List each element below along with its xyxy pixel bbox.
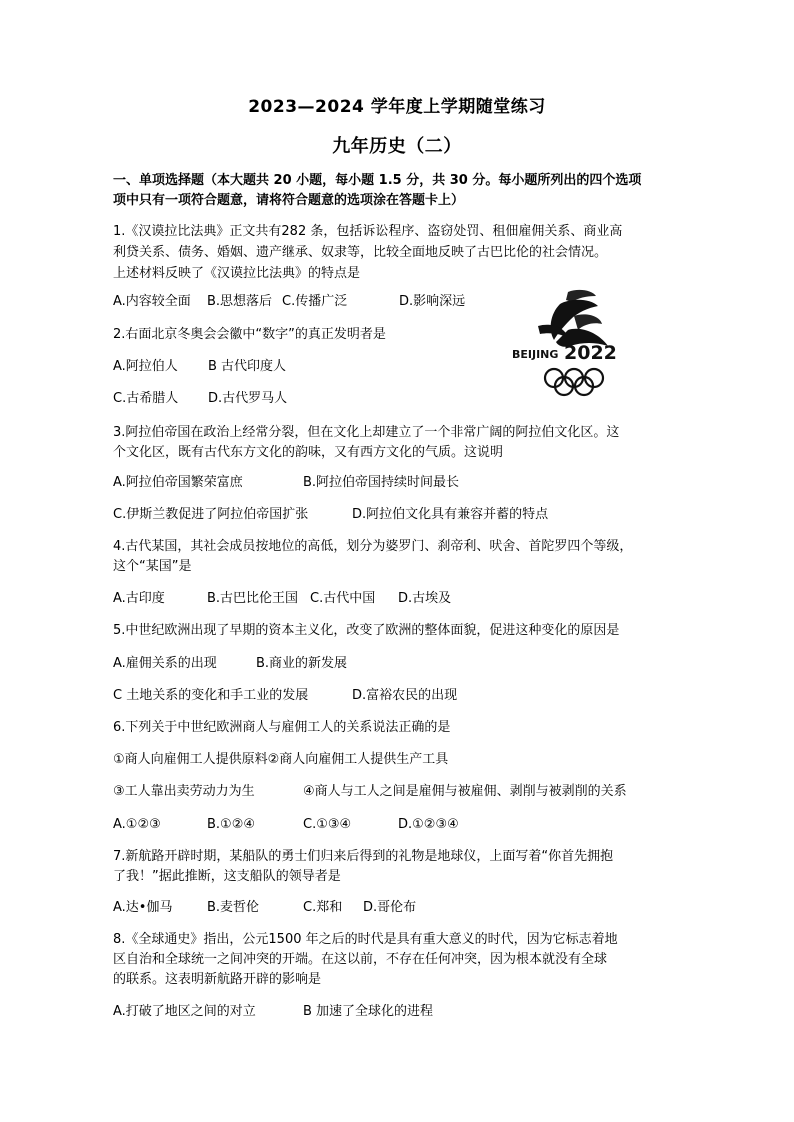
q4-option-b: B.古巴比伦王国: [207, 591, 299, 606]
q3-option-b: B.阿拉伯帝国持续时间最长: [303, 475, 460, 490]
q8-stem-line3: 的联系。这表明新航路开辟的影响是: [113, 972, 322, 987]
q6-option-b: B.①②④: [207, 817, 256, 832]
q4-stem-line2: 这个“某国”是: [113, 559, 192, 574]
q6-stem: 6.下列关于中世纪欧洲商人与雇佣工人的关系说法正确的是: [113, 720, 451, 735]
winter-olympics-emblem-icon: [508, 286, 638, 398]
q4-option-a: A.古印度: [113, 591, 165, 606]
q3-stem-line2: 个文化区，既有古代东方文化的韵味，又有西方文化的气质。这说明: [113, 445, 504, 460]
q1-stem-line3: 上述材料反映了《汉谟拉比法典》的特点是: [113, 266, 361, 281]
q8-stem-line1: 8.《全球通史》指出，公元1500 年之后的时代是具有重大意义的时代，因为它标志着地: [113, 932, 618, 947]
q8-stem-line2: 区自治和全球统一之间冲突的开端。在这以前，不存在任何冲突，因为根本就没有全球: [113, 952, 608, 967]
q6-statement-4: ④商人与工人之间是雇佣与被雇佣、剥削与被剥削的关系: [303, 784, 627, 799]
q1-stem-line2: 利贷关系、债务、婚姻、遗产继承、奴隶等，比较全面地反映了古巴比伦的社会情况。: [113, 245, 608, 260]
q1-stem-line1: 1.《汉谟拉比法典》正文共有282 条，包括诉讼程序、盗窃处罚、租佃雇佣关系、商业高: [113, 224, 623, 239]
q1-option-b: B.思想落后: [207, 294, 273, 309]
q2-option-d: D.古代罗马人: [208, 391, 288, 406]
q6-option-c: C.①③④: [303, 817, 352, 832]
q1-option-c: C.传播广泛: [282, 294, 348, 309]
q5-option-b: B.商业的新发展: [256, 656, 348, 671]
q7-stem-line2: 了我！”据此推断，这支船队的领导者是: [113, 869, 341, 884]
q8-option-a: A.打破了地区之间的对立: [113, 1004, 256, 1019]
logo-year: 2022: [564, 342, 617, 364]
q7-option-c: C.郑和: [303, 900, 343, 915]
q6-statements-1-2: ①商人向雇佣工人提供原料②商人向雇佣工人提供生产工具: [113, 752, 449, 767]
q3-stem-line1: 3.阿拉伯帝国在政治上经常分裂，但在文化上却建立了一个非常广阔的阿拉伯文化区。这: [113, 425, 620, 440]
olympic-rings-icon: [545, 369, 603, 395]
q3-option-d: D.阿拉伯文化具有兼容并蓄的特点: [352, 507, 549, 522]
q1-option-d: D.影响深远: [399, 294, 466, 309]
q5-stem: 5.中世纪欧洲出现了早期的资本主义化，改变了欧洲的整体面貌，促进这种变化的原因是: [113, 623, 620, 638]
logo-text: BEIJING: [512, 348, 559, 361]
exam-title: 2023—2024 学年度上学期随堂练习: [248, 97, 546, 117]
q4-option-c: C.古代中国: [310, 591, 376, 606]
q4-stem-line1: 4.古代某国，其社会成员按地位的高低，划分为婆罗门、刹帝利、吠舍、首陀罗四个等级，: [113, 539, 633, 554]
q2-option-c: C.古希腊人: [113, 391, 179, 406]
q1-option-a: A.内容较全面: [113, 294, 191, 309]
section-instructions-line1: 一、单项选择题（本大题共 20 小题，每小题 1.5 分，共 30 分。每小题所列出的四个选项: [113, 173, 642, 188]
q6-option-a: A.①②③: [113, 817, 161, 832]
q2-option-a: A.阿拉伯人: [113, 359, 178, 374]
q3-option-c: C.伊斯兰教促进了阿拉伯帝国扩张: [113, 507, 309, 522]
q5-option-a: A.雇佣关系的出现: [113, 656, 217, 671]
q7-option-a: A.达•伽马: [113, 900, 173, 915]
q4-option-d: D.古埃及: [398, 591, 452, 606]
q2-stem: 2.右面北京冬奥会会徽中“数字”的真正发明者是: [113, 327, 386, 342]
q7-stem-line1: 7.新航路开辟时期，某船队的勇士们归来后得到的礼物是地球仪，上面写着“你首先拥抱: [113, 849, 614, 864]
beijing-2022-emblem: [508, 286, 638, 398]
q7-option-d: D.哥伦布: [363, 900, 417, 915]
q5-option-c: C 土地关系的变化和手工业的发展: [113, 688, 309, 703]
q6-statement-3: ③工人靠出卖劳动力为生: [113, 784, 255, 799]
q5-option-d: D.富裕农民的出现: [352, 688, 458, 703]
q2-option-b: B 古代印度人: [208, 359, 287, 374]
q3-option-a: A.阿拉伯帝国繁荣富庶: [113, 475, 243, 490]
q8-option-b: B 加速了全球化的进程: [303, 1004, 434, 1019]
q7-option-b: B.麦哲伦: [207, 900, 260, 915]
section-instructions-line2: 项中只有一项符合题意，请将符合题意的选项涂在答题卡上）: [113, 193, 465, 208]
exam-subtitle: 九年历史（二）: [332, 136, 462, 157]
q6-option-d: D.①②③④: [398, 817, 459, 832]
